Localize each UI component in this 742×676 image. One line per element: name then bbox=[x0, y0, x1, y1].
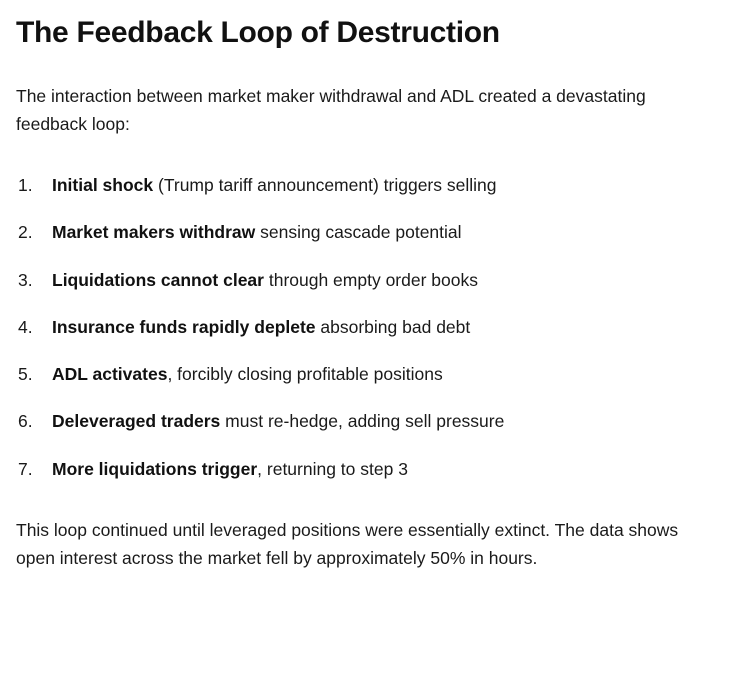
list-item-number: 2. bbox=[18, 222, 33, 243]
list-item bbox=[16, 456, 718, 482]
list-item-text: , returning to step 3 bbox=[257, 458, 408, 479]
list-item-number: 7. bbox=[18, 458, 33, 479]
list-item-text: (Trump tariff announcement) triggers selling bbox=[153, 175, 497, 196]
list-item-emphasis: ADL activates bbox=[52, 364, 168, 385]
list-item-text: sensing cascade potential bbox=[255, 222, 462, 243]
list-item-emphasis: Initial shock bbox=[52, 175, 154, 196]
list-item-number: 4. bbox=[18, 316, 33, 337]
list-item-number: 6. bbox=[18, 411, 33, 432]
list-item bbox=[16, 408, 718, 434]
list-item-text: , forcibly closing profitable positions bbox=[167, 364, 443, 385]
feedback-loop-list bbox=[16, 172, 718, 482]
list-item bbox=[16, 361, 718, 387]
list-item bbox=[16, 314, 718, 340]
list-item bbox=[16, 172, 718, 198]
list-item-text: absorbing bad debt bbox=[315, 316, 471, 337]
list-item-emphasis: Liquidations cannot clear bbox=[52, 269, 264, 290]
list-item-emphasis: Deleveraged traders bbox=[52, 411, 221, 432]
list-item-emphasis: Market makers withdraw bbox=[52, 222, 256, 243]
list-item bbox=[16, 219, 718, 245]
list-item-emphasis: More liquidations trigger bbox=[52, 458, 258, 479]
list-item-emphasis: Insurance funds rapidly deplete bbox=[52, 316, 316, 337]
page-title: The Feedback Loop of Destruction bbox=[16, 16, 500, 49]
list-item-number: 3. bbox=[18, 269, 33, 290]
list-item bbox=[16, 267, 718, 293]
list-item-number: 1. bbox=[18, 175, 33, 196]
list-item-number: 5. bbox=[18, 364, 33, 385]
intro-paragraph: The interaction between market maker withdrawal and ADL created a devastating feedback loop: bbox=[16, 85, 646, 134]
closing-paragraph: This loop continued until leveraged positions were essentially extinct. The data shows open interest across the market fell by approximately 50% in hours. bbox=[16, 519, 679, 569]
list-item-text: through empty order books bbox=[263, 269, 478, 290]
list-item-text: must re-hedge, adding sell pressure bbox=[220, 411, 505, 432]
